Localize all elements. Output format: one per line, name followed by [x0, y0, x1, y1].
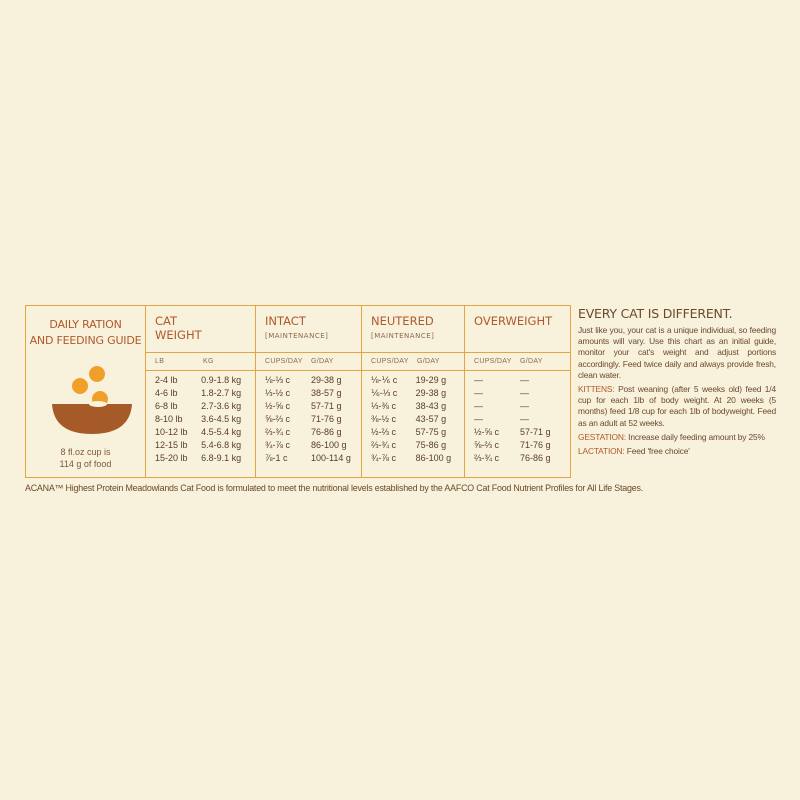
- cell: 38-57 g: [311, 388, 342, 398]
- cell: 75-86 g: [415, 440, 447, 450]
- kittens-note: KITTENS: Post weaning (after 5 weeks old) feed 1/4 cup for each 1lb of body weight. At 20 weeks (5 months) feed 1/8 cup for each 1lb of bodyweight. Feed as an adult at 52 weeks.: [578, 384, 776, 428]
- overweight-column: [465, 306, 570, 477]
- cell: 1.8-2.7 kg: [201, 388, 242, 398]
- table-row: [362, 426, 464, 439]
- table-row: [465, 413, 570, 426]
- cell: 12-15 lb: [155, 440, 188, 450]
- table-row: [362, 413, 464, 426]
- cell: 38-43 g: [415, 401, 447, 411]
- cup-note: 8 fl.oz cup is 114 g of food: [59, 447, 112, 469]
- table-row: [146, 452, 255, 465]
- cell: 5.4-6.8 kg: [201, 440, 242, 450]
- cell: 71-76 g: [520, 440, 551, 450]
- cell: —: [474, 388, 483, 398]
- table-row: [146, 387, 255, 400]
- cat-weight-column: [146, 306, 256, 477]
- table-row: [362, 439, 464, 452]
- intact-header: INTACT [MAINTENANCE]: [256, 306, 361, 353]
- table-row: [465, 400, 570, 413]
- cell: 15-20 lb: [155, 453, 188, 463]
- cell: ⅔-¾ c: [265, 427, 291, 437]
- intact-column: [256, 306, 362, 477]
- bowl-icon: [50, 364, 134, 434]
- guide-header-panel: [26, 306, 146, 477]
- weight-rows: [146, 371, 255, 465]
- table-row: [146, 426, 255, 439]
- table-row: [362, 387, 464, 400]
- cell: —: [474, 401, 483, 411]
- cell: ⅓-½ c: [265, 388, 291, 398]
- cell: ½-⅔ c: [371, 427, 397, 437]
- cell: 6-8 lb: [155, 401, 178, 411]
- cell: —: [520, 401, 529, 411]
- overweight-header: OVERWEIGHT: [465, 306, 570, 353]
- cell: ¾-⅞ c: [265, 440, 291, 450]
- table-row: [256, 452, 361, 465]
- cell: 0.9-1.8 kg: [201, 375, 242, 385]
- table-row: [256, 413, 361, 426]
- cell: 57-75 g: [415, 427, 447, 437]
- cell: 4-6 lb: [155, 388, 178, 398]
- cell: 2-4 lb: [155, 375, 178, 385]
- cell: 76-86 g: [311, 427, 342, 437]
- aafco-statement: ACANA™ Highest Protein Meadowlands Cat Food is formulated to meet the nutritional levels established by the AAFCO Cat Food Nutrient Profiles for All Life Stages.: [25, 483, 643, 493]
- cell: 86-100 g: [311, 440, 347, 450]
- cell: 19-29 g: [415, 375, 447, 385]
- table-row: [146, 374, 255, 387]
- cell: —: [474, 375, 483, 385]
- cell: 4.5-5.4 kg: [201, 427, 242, 437]
- cell: 10-12 lb: [155, 427, 188, 437]
- kibble-icon: [89, 366, 105, 382]
- cell: —: [474, 414, 483, 424]
- neutered-rows: [362, 371, 464, 465]
- cell: —: [520, 388, 529, 398]
- cell: 86-100 g: [415, 453, 452, 463]
- overweight-rows: [465, 371, 570, 465]
- cell: ½-⅝ c: [265, 401, 291, 411]
- table-row: [465, 452, 570, 465]
- cell: 76-86 g: [520, 453, 551, 463]
- cell: ⅜-½ c: [371, 414, 397, 424]
- cell: —: [520, 375, 529, 385]
- cell: 6.8-9.1 kg: [201, 453, 242, 463]
- table-row: [362, 400, 464, 413]
- cell: ⅓-⅜ c: [371, 401, 397, 411]
- table-row: [465, 387, 570, 400]
- cell: 71-76 g: [311, 414, 342, 424]
- feeding-guide-table: [25, 305, 571, 478]
- cat-weight-header: CAT WEIGHT: [146, 306, 255, 353]
- table-row: [256, 439, 361, 452]
- table-row: [146, 413, 255, 426]
- cell: ⅝-⅔ c: [265, 414, 291, 424]
- table-row: [465, 439, 570, 452]
- cell: ⅞-1 c: [265, 453, 288, 463]
- cell: ⅔-¾ c: [474, 453, 500, 463]
- cell: 57-71 g: [311, 401, 342, 411]
- lactation-note: LACTATION: Feed 'free choice': [578, 446, 690, 457]
- neutered-column: [362, 306, 465, 477]
- table-row: [362, 374, 464, 387]
- table-row: [256, 400, 361, 413]
- table-row: [256, 426, 361, 439]
- weight-units: LB KG: [146, 353, 255, 371]
- table-row: [362, 452, 464, 465]
- intact-units: CUPS/DAY G/DAY: [256, 353, 361, 371]
- table-row: [146, 400, 255, 413]
- side-intro: Just like you, your cat is a unique individual, so feeding amounts will vary. Use this chart as an initial guide, monitor your cat's weight and adjust portions accordingly. Feed twice daily and always provide fresh, clean water.: [578, 325, 776, 380]
- neutered-header: NEUTERED [MAINTENANCE]: [362, 306, 464, 353]
- gestation-note: GESTATION: Increase daily feeding amount by 25%: [578, 431, 765, 442]
- cell: 29-38 g: [311, 375, 342, 385]
- table-row: [256, 374, 361, 387]
- cell: ½-⅝ c: [474, 427, 500, 437]
- cell: ⅛-⅙ c: [371, 375, 398, 385]
- cell: 3.6-4.5 kg: [201, 414, 242, 424]
- guide-title: DAILY RATION AND FEEDING GUIDE: [29, 318, 142, 347]
- cell: 2.7-3.6 kg: [201, 401, 242, 411]
- table-row: [465, 374, 570, 387]
- neutered-units: CUPS/DAY G/DAY: [362, 353, 464, 371]
- every-cat-panel: [578, 306, 776, 460]
- cell: 43-57 g: [415, 414, 447, 424]
- table-row: [146, 439, 255, 452]
- cell: ⅝-⅔ c: [474, 440, 500, 450]
- intact-rows: [256, 371, 361, 465]
- cell: 29-38 g: [415, 388, 447, 398]
- overweight-units: CUPS/DAY G/DAY: [465, 353, 570, 371]
- kibble-icon: [72, 378, 88, 394]
- cell: ⅔-¾ c: [371, 440, 397, 450]
- cell: ⅛-⅓ c: [265, 375, 291, 385]
- cell: 57-71 g: [520, 427, 551, 437]
- table-row: [465, 426, 570, 439]
- table-row: [256, 387, 361, 400]
- side-heading: EVERY CAT IS DIFFERENT.: [578, 306, 733, 321]
- cell: ¾-⅞ c: [371, 453, 397, 463]
- cell: ⅙-⅓ c: [371, 388, 398, 398]
- cell: 100-114 g: [311, 453, 351, 463]
- cell: 8-10 lb: [155, 414, 183, 424]
- cell: —: [520, 414, 529, 424]
